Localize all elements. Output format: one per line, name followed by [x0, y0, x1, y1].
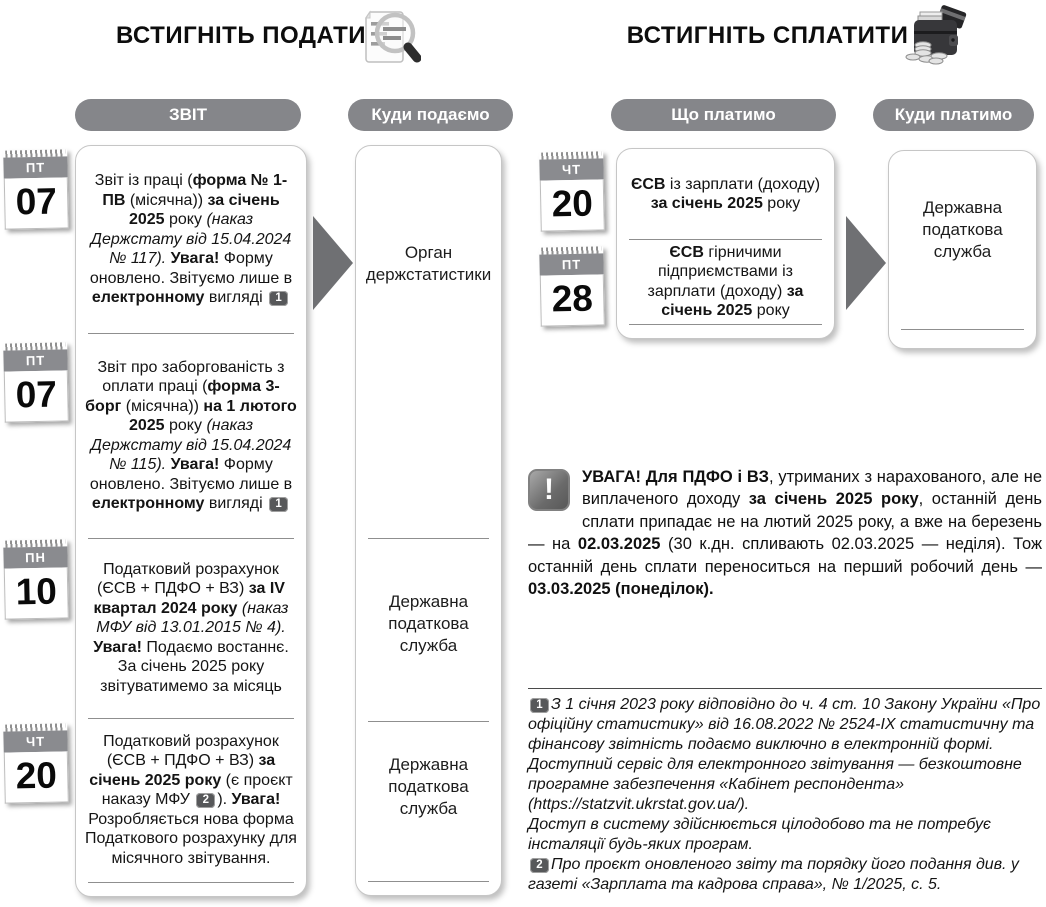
calendar-day-number: 20 — [540, 179, 605, 231]
footnotes — [528, 695, 1042, 895]
destination-label: Державна податкова служба — [922, 198, 1003, 261]
text-segment: Податковий розрахунок (ЄСВ + ПДФО + ВЗ) — [103, 732, 279, 770]
destination-label: Державна податкова служба — [388, 755, 469, 818]
text-segment: за січень 2025 року — [89, 752, 276, 789]
text-segment: електронному — [91, 289, 205, 307]
report-text — [85, 358, 297, 514]
document-magnifier-icon — [357, 5, 421, 69]
text-segment: із зарплати (доходу) — [665, 175, 821, 193]
text-segment: Увага! — [170, 250, 220, 268]
footnote-item — [528, 755, 1042, 815]
text-segment: на 1 лютого 2025 — [128, 397, 297, 434]
divider — [629, 324, 822, 325]
destination-label: Державна податкова служба — [388, 592, 469, 655]
calendar-icon — [3, 342, 69, 422]
report-text — [85, 732, 297, 869]
footnote-text: Доступний сервіс для електронного звітування — безкоштовне програмне забезпечення «Кабінет респондента» (https://statzvit.ukrstat.gov.ua/). — [528, 756, 1022, 813]
footnote-separator — [528, 688, 1042, 689]
calendar-icon — [3, 149, 69, 229]
footnote-marker: 1 — [269, 291, 288, 306]
footnote-marker: 2 — [196, 793, 215, 808]
text-segment: Звіт із праці ( — [94, 172, 193, 190]
text-segment: вигляді — [204, 289, 268, 307]
text-segment: року — [752, 302, 790, 319]
text-segment: (місячна)) — [121, 397, 204, 415]
text-segment: гірничими підприємствами із зарплати (доходу) — [647, 243, 794, 300]
footnote-marker: 1 — [530, 698, 549, 713]
pay-destination-card — [888, 150, 1037, 349]
text-segment: Подаємо востаннє. За січень 2025 року звітуватимемо за місяць — [100, 638, 289, 695]
text-segment: (30 к.дн. спливають 02.03.2025 — неділя). Тож останній день сплати переноситься на перший робочий день — — [528, 535, 1042, 576]
text-segment: , утриманих з нарахованого, але не виплаченого доходу — [582, 468, 1042, 509]
footnote-text: З 1 січня 2023 року відповідно до ч. 4 ст. 10 Закону України «Про офіційну статистику» від 16.08.2022 № 2524-IX статистичну та фінансову звітність подаємо виключно в електронній формі. — [528, 696, 1041, 753]
calendar-icon — [3, 723, 69, 803]
text-segment: Форму оновлено. Звітуємо лише в — [89, 250, 293, 287]
warning-text — [528, 468, 1042, 598]
calendar-icon — [539, 151, 605, 231]
divider — [88, 882, 294, 883]
submit-destinations-card — [355, 145, 502, 896]
text-segment: року — [164, 211, 207, 229]
divider — [901, 329, 1024, 330]
text-segment: року — [762, 195, 801, 212]
calendar-weekday: ПН — [3, 546, 67, 568]
text-segment: ЄСВ — [669, 243, 704, 261]
report-item — [85, 333, 297, 538]
submit-section-title: ВСТИГНІТЬ ПОДАТИ — [116, 22, 366, 49]
report-text — [85, 560, 297, 697]
calendar-weekday: ПТ — [3, 349, 67, 371]
payments-card — [616, 148, 835, 339]
text-segment: за січень 2025 — [650, 195, 763, 212]
text-segment: (наказ МФУ від 13.01.2015 № 4). — [96, 599, 289, 637]
text-segment: Увага! — [170, 456, 220, 473]
right-arrow-icon — [846, 216, 886, 310]
right-arrow-icon — [313, 216, 353, 310]
report-item — [85, 146, 297, 333]
text-segment: року — [164, 417, 207, 434]
calendar-day-number: 07 — [4, 370, 69, 422]
payment-item — [626, 239, 825, 324]
text-segment: ). — [217, 791, 232, 809]
text-segment: , останній день сплати припадає не на лютий 2025 року, а вже на березень — на — [528, 490, 1042, 554]
footnote-text: Доступ в систему здійснюється цілодобово та не потребує інсталяції будь-яких програм. — [528, 816, 991, 853]
divider — [368, 881, 489, 882]
report-text — [85, 171, 297, 308]
report-item — [85, 718, 297, 882]
text-segment: Увага! — [93, 638, 142, 656]
text-segment: Розробляється нова форма Податкового розрахунку для місячного звітування. — [85, 810, 297, 867]
footnote-item — [528, 695, 1042, 755]
text-segment: за січень 2025 — [128, 191, 280, 229]
calendar-weekday: ЧТ — [3, 730, 67, 752]
footnote-marker: 2 — [530, 858, 549, 873]
report-column-header: ЗВІТ — [75, 99, 301, 131]
text-segment: (наказ Держстату від 15.04.2024 № 117). — [90, 211, 292, 268]
footnote-text: Про проєкт оновленого звіту та порядку його подання див. у газеті «Зарплата та кадрова справа», № 1/2025, с. 5. — [528, 856, 1019, 893]
text-segment: (місячна)) — [125, 191, 208, 209]
destination-label: Орган держстатистики — [365, 243, 492, 284]
text-segment: за січень 2025 — [661, 282, 804, 319]
text-segment: Увага! — [231, 791, 281, 809]
text-segment: 03.03.2025 (понеділок). — [528, 580, 714, 599]
text-segment: (є проєкт наказу МФУ — [101, 771, 293, 809]
text-segment: електронному — [91, 495, 205, 512]
payment-item — [626, 149, 825, 239]
text-segment: УВАГА! Для ПДФО і ВЗ — [582, 468, 769, 486]
divider — [368, 721, 489, 722]
text-segment: Звіт про заборгованість з оплати праці ( — [97, 358, 285, 395]
submit-destination-column-header: Куди подаємо — [348, 99, 513, 131]
footnote-item — [528, 855, 1042, 895]
divider — [368, 538, 489, 539]
reports-card — [75, 145, 307, 897]
text-segment: за січень 2025 року — [748, 490, 919, 509]
payment-text — [626, 175, 825, 214]
exclamation-icon: ! — [528, 469, 570, 511]
wallet-coins-icon — [903, 3, 969, 69]
calendar-icon — [3, 539, 69, 619]
text-segment: форма 3-борг — [85, 378, 280, 415]
text-segment: вигляді — [204, 495, 268, 512]
calendar-weekday: ЧТ — [539, 158, 603, 180]
calendar-icon — [539, 246, 605, 326]
text-segment: 02.03.2025 — [577, 535, 661, 554]
calendar-day-number: 28 — [540, 274, 605, 326]
payment-text — [626, 243, 825, 321]
pay-destination-column-header: Куди платимо — [873, 99, 1034, 131]
calendar-day-number: 07 — [4, 177, 69, 229]
text-segment: ЄСВ — [630, 175, 666, 193]
payment-column-header: Що платимо — [611, 99, 836, 131]
calendar-weekday: ПТ — [539, 253, 603, 275]
footnote-marker: 1 — [269, 497, 288, 512]
calendar-day-number: 20 — [4, 751, 69, 803]
calendar-weekday: ПТ — [3, 156, 67, 178]
text-segment: за IV квартал 2024 року — [93, 580, 285, 617]
text-segment: Форму оновлено. Звітуємо лише в — [89, 456, 293, 493]
text-segment: Податковий розрахунок (ЄСВ + ПДФО + ВЗ) — [97, 560, 279, 598]
text-segment: форма № 1-ПВ — [102, 172, 288, 209]
footnote-item — [528, 815, 1042, 855]
warning-note — [528, 466, 1042, 600]
calendar-day-number: 10 — [4, 567, 69, 619]
text-segment: (наказ Держстату від 15.04.2024 № 115). — [90, 417, 292, 473]
pay-section-title: ВСТИГНІТЬ СПЛАТИТИ — [626, 22, 909, 49]
report-item — [85, 538, 297, 718]
